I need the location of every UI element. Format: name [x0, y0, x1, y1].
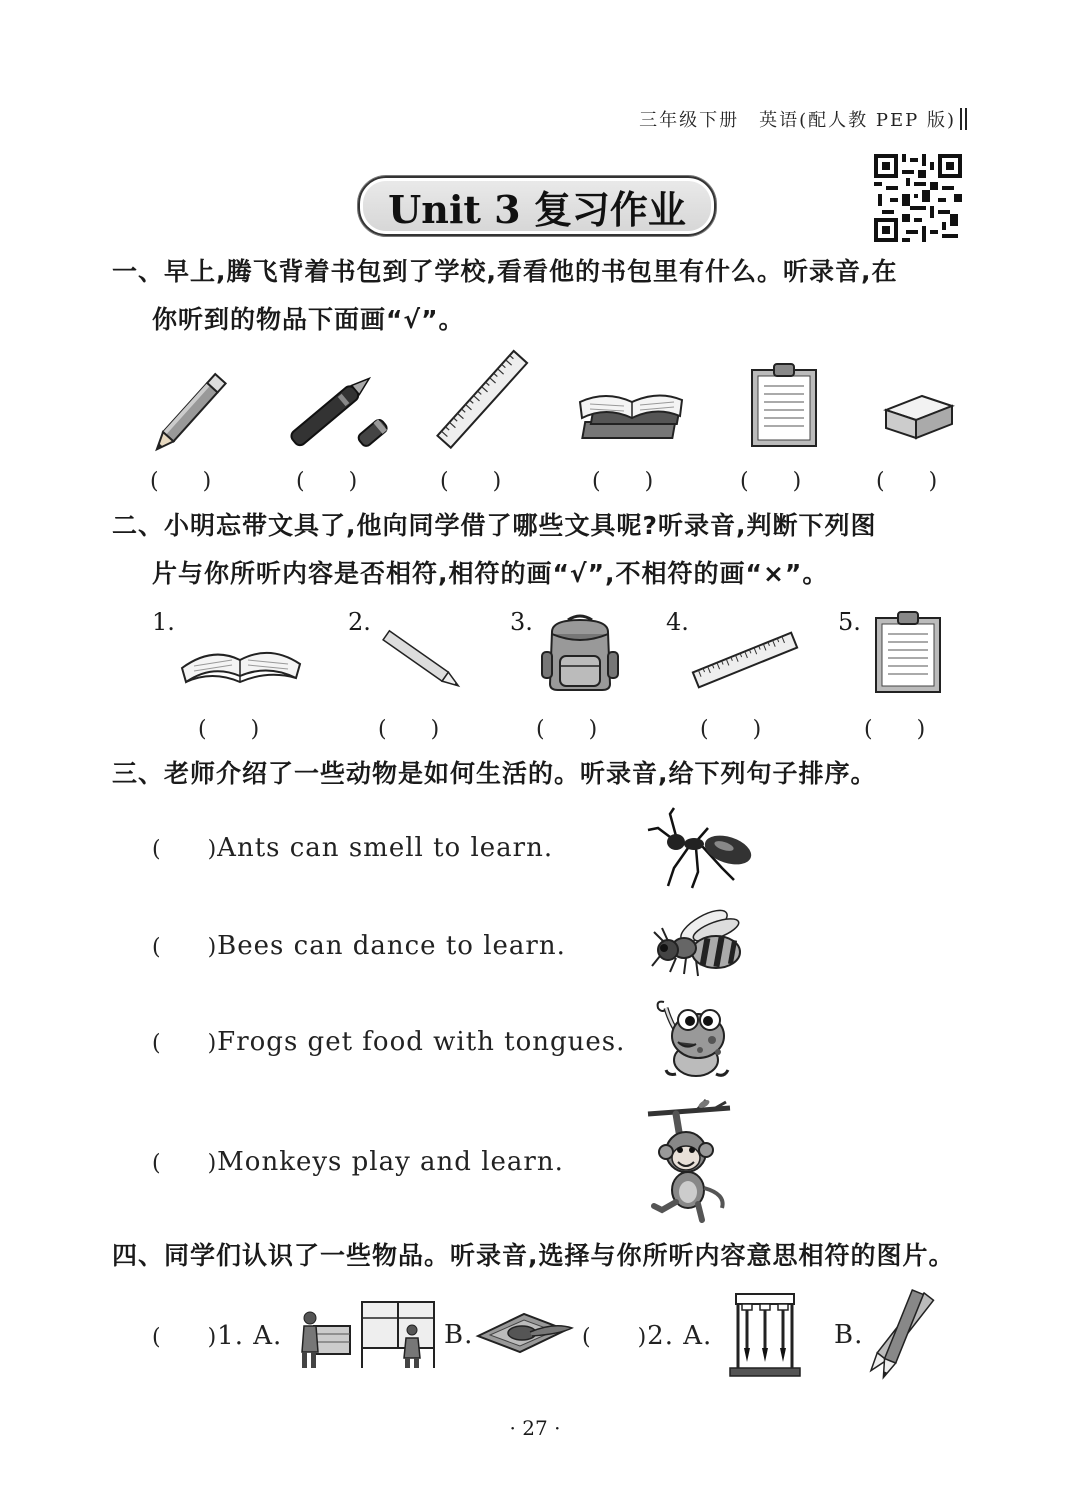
sentence-text: Ants can smell to learn. [217, 833, 554, 863]
option-1a-pictures-icon [296, 1300, 440, 1370]
bee-icon [646, 908, 746, 984]
item-number: 3. [510, 608, 533, 636]
section1-line2: 你听到的物品下面画“√”。 [152, 305, 465, 334]
ant-icon [644, 806, 762, 890]
section1-line1: 一、早上,腾飞背着书包到了学校,看看他的书包里有什么。听录音,在 [112, 257, 898, 286]
item-number: 5. [838, 608, 861, 636]
sentence-text: Bees can dance to learn. [217, 931, 566, 961]
answer-blank[interactable]: ( ) [198, 717, 260, 742]
answer-blank[interactable]: ( ) [152, 837, 218, 862]
pencil-icon [150, 365, 240, 450]
section1-instruction [112, 248, 898, 344]
answer-blank[interactable]: ( ) [582, 1325, 648, 1350]
answer-blank[interactable]: ( ) [152, 1151, 218, 1176]
item-number: 4. [666, 608, 689, 636]
header-bar-decoration [960, 108, 962, 130]
header-text: 三年级下册 英语(配人教 PEP 版) [639, 110, 956, 131]
section4-line1: 四、同学们认识了一些物品。听录音,选择与你所听内容意思相符的图片。 [112, 1241, 955, 1270]
sentence-row [152, 1026, 625, 1057]
clipboard-icon [872, 608, 944, 694]
item-number: 2. [348, 608, 371, 636]
pencil-icon [374, 628, 470, 694]
option-2a-brush-rack-icon [728, 1290, 802, 1380]
answer-blank[interactable]: ( ) [440, 469, 502, 494]
books-icon [576, 372, 692, 448]
eraser-icon [882, 388, 956, 444]
option-2b-pencils-icon [864, 1290, 932, 1382]
section2-line1: 二、小明忘带文具了,他向同学借了哪些文具呢?听录音,判断下列图 [112, 511, 877, 540]
section2-line2: 片与你所听内容是否相符,相符的画“√”,不相符的画“×”。 [152, 559, 829, 588]
question-1 [152, 1320, 282, 1351]
answer-blank[interactable]: ( ) [536, 717, 598, 742]
answer-blank[interactable]: ( ) [152, 1031, 218, 1056]
item-number: 1. [152, 608, 175, 636]
page-title: Unit 3 复习作业 [358, 176, 716, 236]
answer-blank[interactable]: ( ) [378, 717, 440, 742]
answer-blank[interactable]: ( ) [296, 469, 358, 494]
frog-icon [652, 998, 734, 1082]
section3-line1: 三、老师介绍了一些动物是如何生活的。听录音,给下列句子排序。 [112, 759, 877, 788]
sentence-row [152, 930, 566, 961]
qr-code-icon[interactable] [874, 154, 962, 242]
page-header [639, 106, 962, 132]
section4-instruction [112, 1232, 955, 1280]
ruler-icon [692, 630, 798, 690]
answer-blank[interactable]: ( ) [592, 469, 654, 494]
pen-icon [284, 358, 394, 450]
ruler-icon [438, 352, 528, 448]
sentence-row [152, 1146, 564, 1177]
sentence-row [152, 832, 553, 863]
answer-blank[interactable]: ( ) [876, 469, 938, 494]
page-number: · 27 · [509, 1416, 561, 1440]
answer-blank[interactable]: ( ) [700, 717, 762, 742]
question-1-label: 1. A. [217, 1321, 283, 1351]
answer-blank[interactable]: ( ) [740, 469, 802, 494]
clipboard-icon [748, 360, 820, 448]
answer-blank[interactable]: ( ) [864, 717, 926, 742]
answer-blank[interactable]: ( ) [152, 935, 218, 960]
monkey-icon [646, 1098, 732, 1224]
answer-blank[interactable]: ( ) [152, 1325, 218, 1350]
question-2 [582, 1320, 712, 1351]
option-2b-label: B. [834, 1320, 864, 1350]
option-1b-compass-icon [474, 1308, 578, 1356]
sentence-text: Frogs get food with tongues. [217, 1027, 626, 1057]
option-1b-label: B. [444, 1320, 474, 1350]
section2-instruction [112, 502, 877, 598]
question-2-label: 2. A. [647, 1321, 713, 1351]
sentence-text: Monkeys play and learn. [217, 1147, 564, 1177]
open-book-icon [178, 638, 304, 692]
answer-blank[interactable]: ( ) [150, 469, 212, 494]
section3-instruction [112, 750, 877, 798]
backpack-icon [538, 612, 622, 692]
